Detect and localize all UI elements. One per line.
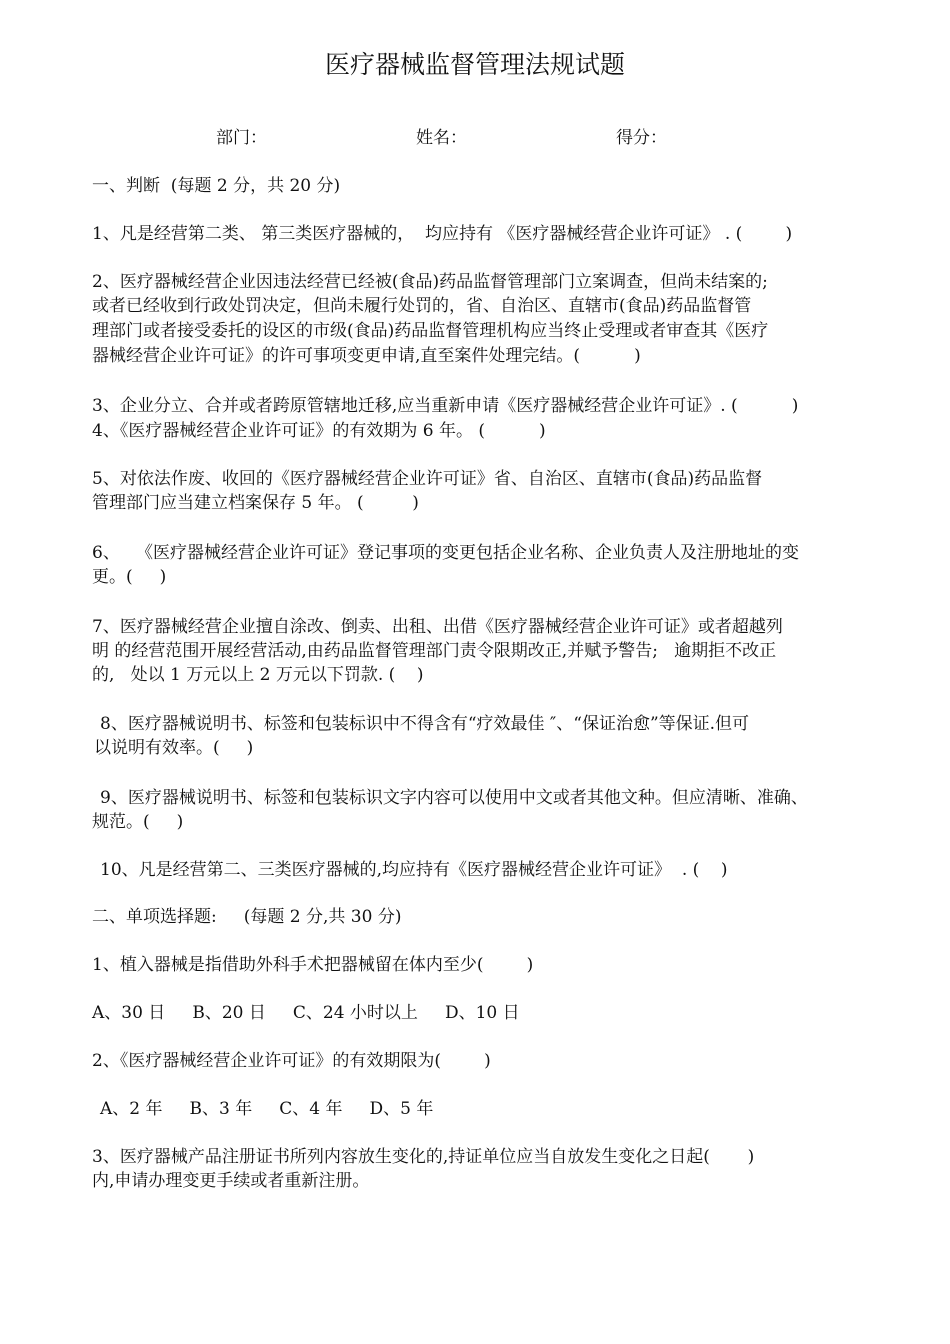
judgment-question-1: 1、凡是经营第二类、 第三类医疗器械的， 均应持有 《医疗器械经营企业许可证》 . ( ) — [92, 224, 793, 244]
judgment-question-7-line-1: 7、医疗器械经营企业擅自涂改、倒卖、出租、出借《医疗器械经营企业许可证》或者超越列 — [92, 617, 783, 637]
judgment-question-3: 3、企业分立、合并或者跨原管辖地迁移,应当重新申请《医疗器械经营企业许可证》. ( ) — [92, 396, 799, 416]
judgment-question-2-line-4: 器械经营企业许可证》的许可事项变更申请,直至案件处理完结。( ) — [92, 346, 641, 366]
choice-question-1-options: A、30 日 B、20 日 C、24 小时以上 D、10 日 — [92, 1003, 520, 1023]
section-2-heading: 二、单项选择题: (每题 2 分,共 30 分) — [92, 907, 402, 927]
judgment-question-6-line-2: 更。( ) — [92, 567, 167, 587]
judgment-question-2-line-1: 2、医疗器械经营企业因违法经营已经被(食品)药品监督管理部门立案调查，但尚未结案的; — [92, 272, 768, 292]
choice-question-3-line-1: 3、医疗器械产品注册证书所列内容放生变化的,持证单位应当自放发生变化之日起( ) — [92, 1147, 755, 1167]
choice-question-1: 1、植入器械是指借助外科手术把器械留在体内至少( ) — [92, 955, 534, 975]
judgment-question-5-line-2: 管理部门应当建立档案保存 5 年。 ( ) — [92, 493, 419, 513]
judgment-question-4: 4、《医疗器械经营企业许可证》的有效期为 6 年。 ( ) — [92, 421, 546, 441]
judgment-question-10: 10、凡是经营第二、三类医疗器械的,均应持有《医疗器械经营企业许可证》 . ( ) — [100, 860, 728, 880]
choice-question-2-options: A、2 年 B、3 年 C、4 年 D、5 年 — [100, 1099, 434, 1119]
judgment-question-9-line-2: 规范。( ) — [92, 812, 184, 832]
section-1-heading: 一、判断 (每题 2 分，共 20 分) — [92, 176, 341, 196]
judgment-question-9-line-1: 9、医疗器械说明书、标签和包装标识文字内容可以使用中文或者其他文种。但应清晰、准确、 — [100, 788, 808, 808]
score-label: 得分： — [616, 128, 667, 148]
judgment-question-2-line-2: 或者已经收到行政处罚决定，但尚未履行处罚的，省、自治区、直辖市(食品)药品监督管 — [92, 296, 752, 316]
choice-question-3-line-2: 内,申请办理变更手续或者重新注册。 — [92, 1171, 370, 1191]
judgment-question-7-line-2: 明 的经营范围开展经营活动,由药品监督管理部门责令限期改正,并赋予警告; 逾期拒不改正 — [92, 641, 777, 661]
judgment-question-8-line-1: 8、医疗器械说明书、标签和包装标识中不得含有“疗效最佳 ″、“保证治愈”等保证.但可 — [100, 714, 750, 734]
judgment-question-7-line-3: 的, 处以 1 万元以上 2 万元以下罚款. ( ) — [92, 665, 424, 685]
name-label: 姓名： — [416, 128, 467, 148]
department-label: 部门： — [216, 128, 267, 148]
judgment-question-2-line-3: 理部门或者接受委托的设区的市级(食品)药品监督管理机构应当终止受理或者审查其《医疗 — [92, 321, 769, 341]
judgment-question-8-line-2: 以说明有效率。( ) — [94, 738, 254, 758]
page-title: 医疗器械监督管理法规试题 — [324, 50, 625, 79]
choice-question-2: 2、《医疗器械经营企业许可证》的有效期限为( ) — [92, 1051, 491, 1071]
judgment-question-5-line-1: 5、对依法作废、收回的《医疗器械经营企业许可证》省、自治区、直辖市(食品)药品监督 — [92, 469, 763, 489]
judgment-question-6-line-1: 6、 《医疗器械经营企业许可证》登记事项的变更包括企业名称、企业负责人及注册地址的变 — [92, 543, 800, 563]
